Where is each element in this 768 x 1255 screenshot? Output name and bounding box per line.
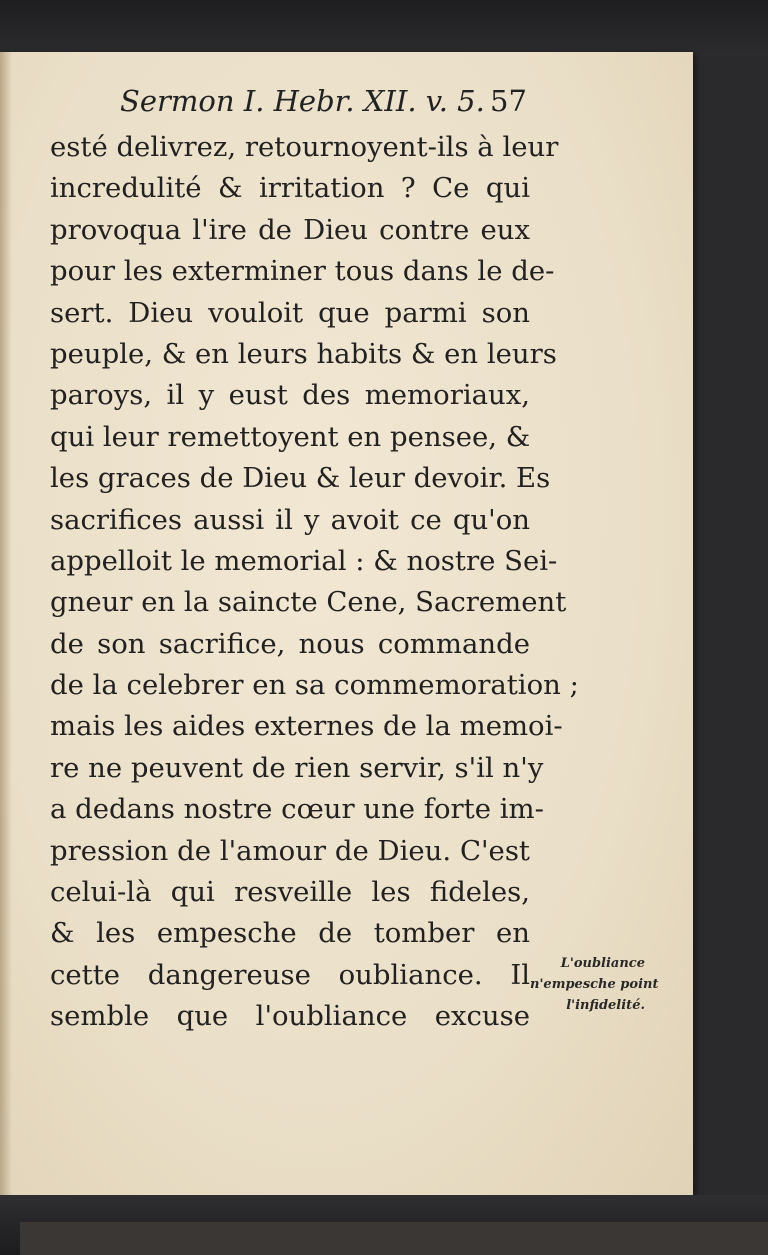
text-line: de la celebrer en sa commemoration ; <box>50 669 579 702</box>
text-line: esté delivrez, retournoyent-ils à leur <box>50 131 559 163</box>
text-line: appelloit le memorial : & nostre Sei- <box>50 544 558 577</box>
marginal-note-line: L'oubliance <box>560 956 645 971</box>
text-line: cette dangereuse oubliance. Il <box>50 958 530 991</box>
text-line: paroys, il y eust des memoriaux, <box>50 379 530 412</box>
text-line: re ne peuvent de rien servir, s'il n'y <box>50 751 544 784</box>
scan-background-top <box>0 0 768 56</box>
text-line: & les empesche de tomber en <box>50 917 530 950</box>
page-header <box>120 80 540 126</box>
text-line: provoqua l'ire de Dieu contre eux <box>50 213 530 246</box>
marginal-note-line: n'empesche point <box>530 977 659 992</box>
text-line: gneur en la saincte Cene, Sacrement <box>50 586 567 619</box>
text-line: pour les exterminer tous dans le de- <box>50 255 555 288</box>
page-gutter-shadow <box>0 52 12 1202</box>
text-line: qui leur remettoyent en pensee, & <box>50 420 531 453</box>
text-line: peuple, & en leurs habits & en leurs <box>50 337 557 370</box>
text-line: mais les aides externes de la memoi- <box>50 710 563 743</box>
text-line: incredulité & irritation ? Ce qui <box>50 172 530 205</box>
body-text <box>50 127 579 1038</box>
marginal-note-line: l'infidelité. <box>566 998 645 1013</box>
text-line: de son sacrifice, nous commande <box>50 627 530 660</box>
text-line: celui-là qui resveille les fideles, <box>50 876 530 909</box>
text-line: pression de l'amour de Dieu. C'est <box>50 834 530 867</box>
text-line: sacrifices aussi il y avoit ce qu'on <box>50 503 530 536</box>
scan-bottom-strip <box>20 1222 768 1255</box>
page-number: 57 <box>490 84 527 118</box>
text-line: semble que l'oubliance excuse <box>50 1000 530 1033</box>
running-title: Sermon I. Hebr. XII. v. 5. <box>120 84 485 118</box>
text-line: les graces de Dieu & leur devoir. Es <box>50 462 551 495</box>
text-line: sert. Dieu vouloit que parmi son <box>50 296 530 329</box>
marginal-note <box>530 953 659 1016</box>
text-line: a dedans nostre cœur une forte im- <box>50 793 544 826</box>
